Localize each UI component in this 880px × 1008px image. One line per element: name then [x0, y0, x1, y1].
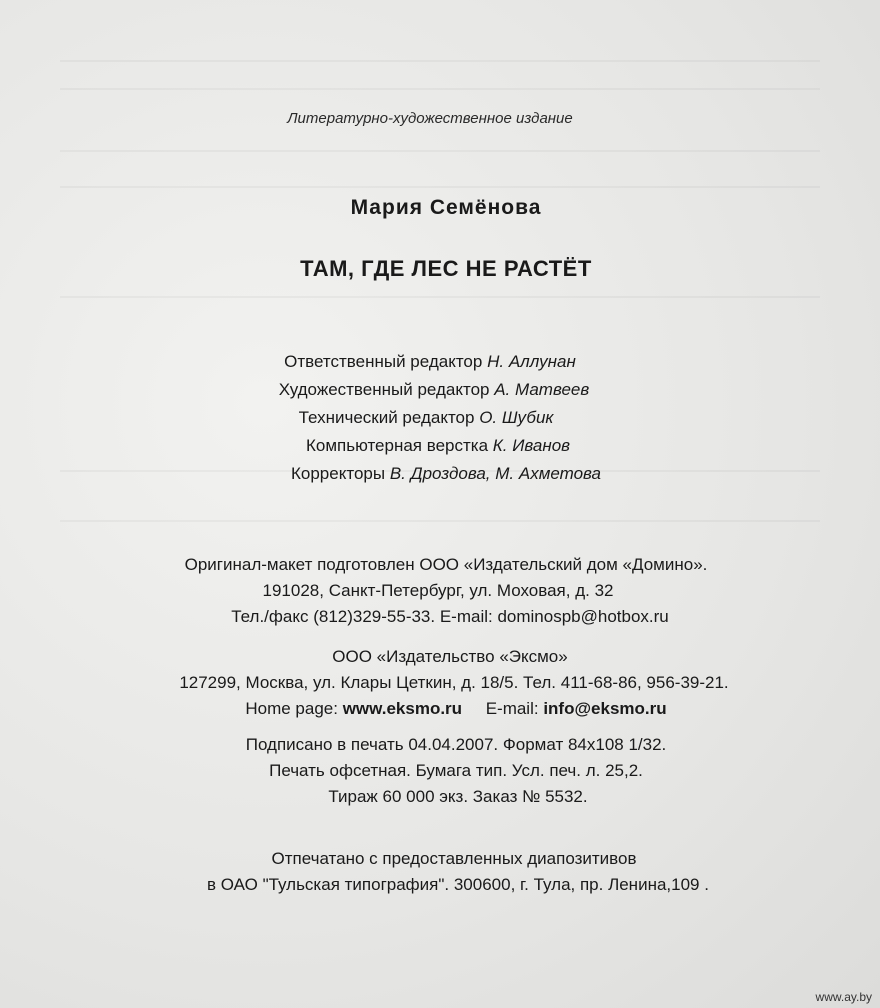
- credit-role: Корректоры: [291, 464, 386, 483]
- bleed-through-line: [60, 520, 820, 522]
- credit-person: А. Матвеев: [494, 380, 590, 399]
- credit-row: [6, 460, 880, 488]
- credit-person: О. Шубик: [479, 408, 554, 427]
- bleed-through-line: [60, 186, 820, 188]
- layout-info: [0, 552, 880, 630]
- print-signed: Подписано в печать 04.04.2007. Формат 84x108 1/32.: [245, 735, 667, 754]
- credit-row: [0, 432, 878, 460]
- homepage-link[interactable]: www.eksmo.ru: [342, 699, 463, 718]
- credit-person: Н. Аллунан: [487, 352, 576, 371]
- publisher-name: ООО «Издательство «Эксмо»: [332, 647, 568, 666]
- publisher-web-row: [16, 696, 880, 722]
- layout-address: 191028, Санкт-Петербург, ул. Моховая, д. 32: [262, 581, 614, 600]
- email-label: E-mail:: [485, 699, 539, 718]
- bleed-through-line: [60, 88, 820, 90]
- print-info: [0, 732, 880, 810]
- credits-list: [0, 348, 880, 488]
- credit-role: Художественный редактор: [278, 380, 490, 399]
- layout-contacts: Тел./факс (812)329-55-33. E-mail: dominospb@hotbox.ru: [231, 607, 669, 626]
- book-title: ТАМ, ГДЕ ЛЕС НЕ РАСТЁТ: [300, 256, 592, 281]
- series-label: Литературно-художественное издание: [287, 110, 573, 127]
- printer-line: Отпечатано с предоставленных диапозитивов: [271, 849, 637, 868]
- homepage-label: Home page:: [245, 699, 338, 718]
- credit-row: [0, 376, 874, 404]
- print-paper: Печать офсетная. Бумага тип. Усл. печ. л. 25,2.: [269, 761, 643, 780]
- credit-role: Компьютерная верстка: [305, 436, 489, 455]
- credit-person: В. Дроздова, М. Ахметова: [389, 464, 601, 483]
- credit-person: К. Иванов: [492, 436, 571, 455]
- email-link[interactable]: info@eksmo.ru: [543, 699, 667, 718]
- credit-row: [0, 348, 870, 376]
- bleed-through-line: [60, 296, 820, 298]
- layout-line: Оригинал-макет подготовлен ООО «Издательский дом «Домино».: [184, 555, 708, 574]
- publisher-address: 127299, Москва, ул. Клары Цеткин, д. 18/5. Тел. 411-68-86, 956-39-21.: [179, 673, 729, 692]
- author-name: Мария Семёнова: [350, 196, 542, 219]
- credit-role: Технический редактор: [298, 408, 475, 427]
- credit-row: [0, 404, 866, 432]
- print-run: Тираж 60 000 экз. Заказ № 5532.: [328, 787, 588, 806]
- printer-info: [0, 846, 880, 898]
- credit-role: Ответственный редактор: [284, 352, 483, 371]
- publisher-info: [0, 644, 880, 722]
- printer-address: в ОАО "Тульская типография". 300600, г. Тула, пр. Ленина,109 .: [207, 875, 709, 894]
- bleed-through-line: [60, 150, 820, 152]
- watermark: www.ay.by: [815, 990, 872, 1004]
- bleed-through-line: [60, 60, 820, 62]
